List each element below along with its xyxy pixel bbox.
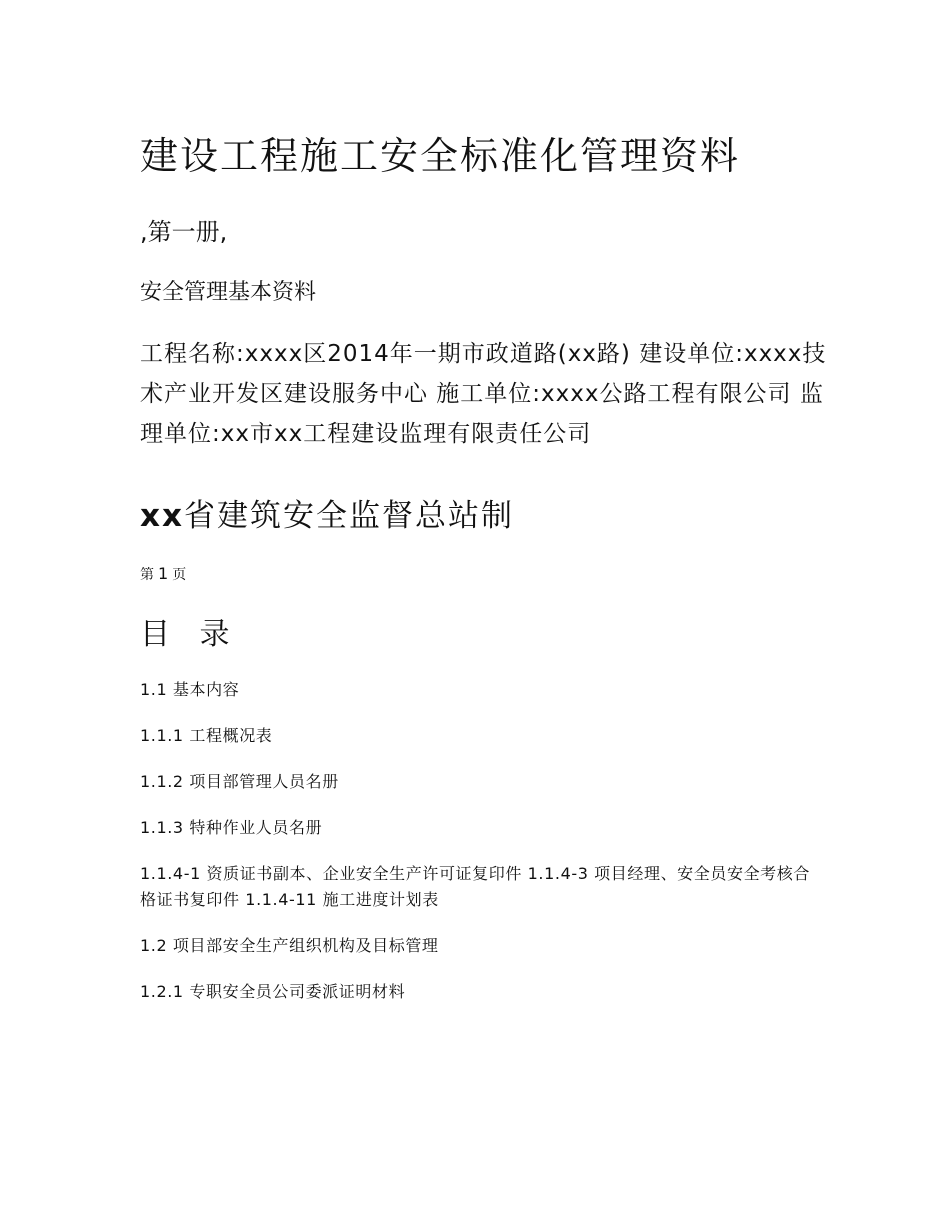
toc-item: 1.1 基本内容	[140, 680, 240, 699]
toc-item: 1.1.2 项目部管理人员名册	[140, 772, 339, 791]
project-info: 工程名称:xxxx区2014年一期市政道路(xx路) 建设单位:xxxx技术产业开发区建设服务中心 施工单位:xxxx公路工程有限公司 监理单位:xx市xx工程建设监理有限责任公司	[140, 341, 827, 447]
toc-item: 1.2.1 专职安全员公司委派证明材料	[140, 982, 406, 1001]
toc-item: 1.1.1 工程概况表	[140, 726, 273, 745]
page-number-value: 1	[158, 564, 169, 583]
issuer-prefix: xx	[140, 498, 184, 534]
toc-item: 1.2 项目部安全生产组织机构及目标管理	[140, 936, 439, 955]
volume-label: ,第一册,	[140, 218, 228, 246]
page-number	[140, 564, 830, 585]
document-subtitle: 安全管理基本资料	[140, 280, 317, 305]
issuer-line	[140, 496, 830, 536]
toc-item: 1.1.3 特种作业人员名册	[140, 818, 323, 837]
document-page	[140, 0, 830, 1025]
page-label-suffix: 页	[172, 567, 187, 583]
issuer-name: 省建筑安全监督总站制	[184, 498, 514, 534]
toc-list	[140, 677, 820, 1005]
toc-title: 目 录	[140, 617, 240, 652]
document-title: 建设工程施工安全标准化管理资料	[140, 134, 741, 178]
page-label-prefix: 第	[140, 567, 154, 583]
toc-item: 1.1.4-1 资质证书副本、企业安全生产许可证复印件 1.1.4-3 项目经理、安全员安全考核合格证书复印件 1.1.4-11 施工进度计划表	[140, 864, 810, 909]
